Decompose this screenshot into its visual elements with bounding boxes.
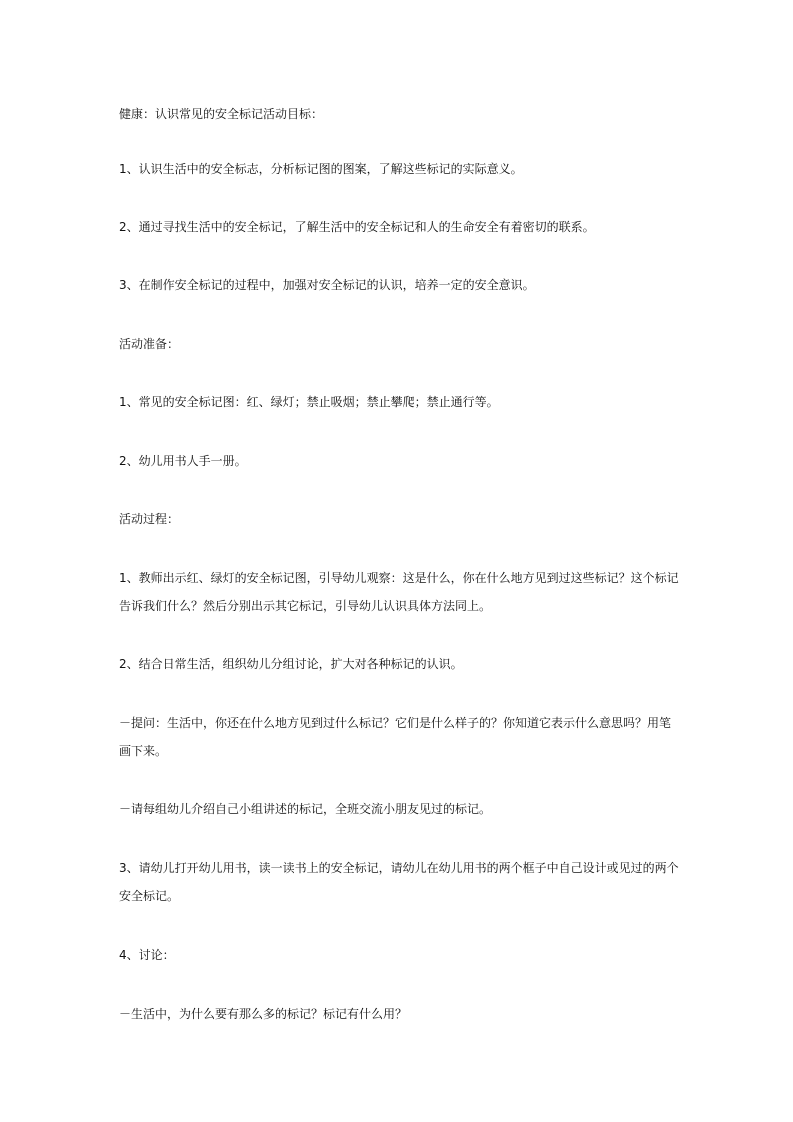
process-step-3-line-1: 3、请幼儿打开幼儿用书，读一读书上的安全标记，请幼儿在幼儿用书的两个框子中自己设计或见过的两个 [119, 861, 679, 875]
process-step-3-line-2: 安全标记。 [119, 889, 180, 903]
process-step-1-line-2: 告诉我们什么？然后分别出示其它标记，引导幼儿认识具体方法同上。 [119, 599, 492, 613]
goal-3: 3、在制作安全标记的过程中，加强对安全标记的认识，培养一定的安全意识。 [119, 278, 535, 292]
goal-1: 1、认识生活中的安全标志，分析标记图的图案，了解这些标记的实际意义。 [119, 162, 523, 176]
question-2: －请每组幼儿介绍自己小组讲述的标记，全班交流小朋友见过的标记。 [119, 802, 492, 816]
document-title: 健康：认识常见的安全标记活动目标： [119, 107, 324, 121]
process-step-4: 4、讨论： [119, 948, 175, 962]
prep-item-2: 2、幼儿用书人手一册。 [119, 454, 247, 468]
question-1-line-1: －提问：生活中，你还在什么地方见到过什么标记？它们是什么样子的？你知道它表示什么意思吗？用笔 [119, 716, 672, 730]
process-heading: 活动过程： [119, 512, 180, 526]
question-1-line-2: 画下来。 [119, 744, 168, 758]
process-step-2: 2、结合日常生活，组织幼儿分组讨论，扩大对各种标记的认识。 [119, 657, 463, 671]
prep-heading: 活动准备： [119, 337, 180, 351]
discussion-question: －生活中，为什么要有那么多的标记？标记有什么用？ [119, 1007, 408, 1021]
goal-2: 2、通过寻找生活中的安全标记，了解生活中的安全标记和人的生命安全有着密切的联系。 [119, 220, 595, 234]
prep-item-1: 1、常见的安全标记图：红、绿灯；禁止吸烟；禁止攀爬；禁止通行等。 [119, 395, 499, 409]
process-step-1-line-1: 1、教师出示红、绿灯的安全标记图，引导幼儿观察：这是什么，你在什么地方见到过这些标记？这个标记 [119, 571, 679, 585]
